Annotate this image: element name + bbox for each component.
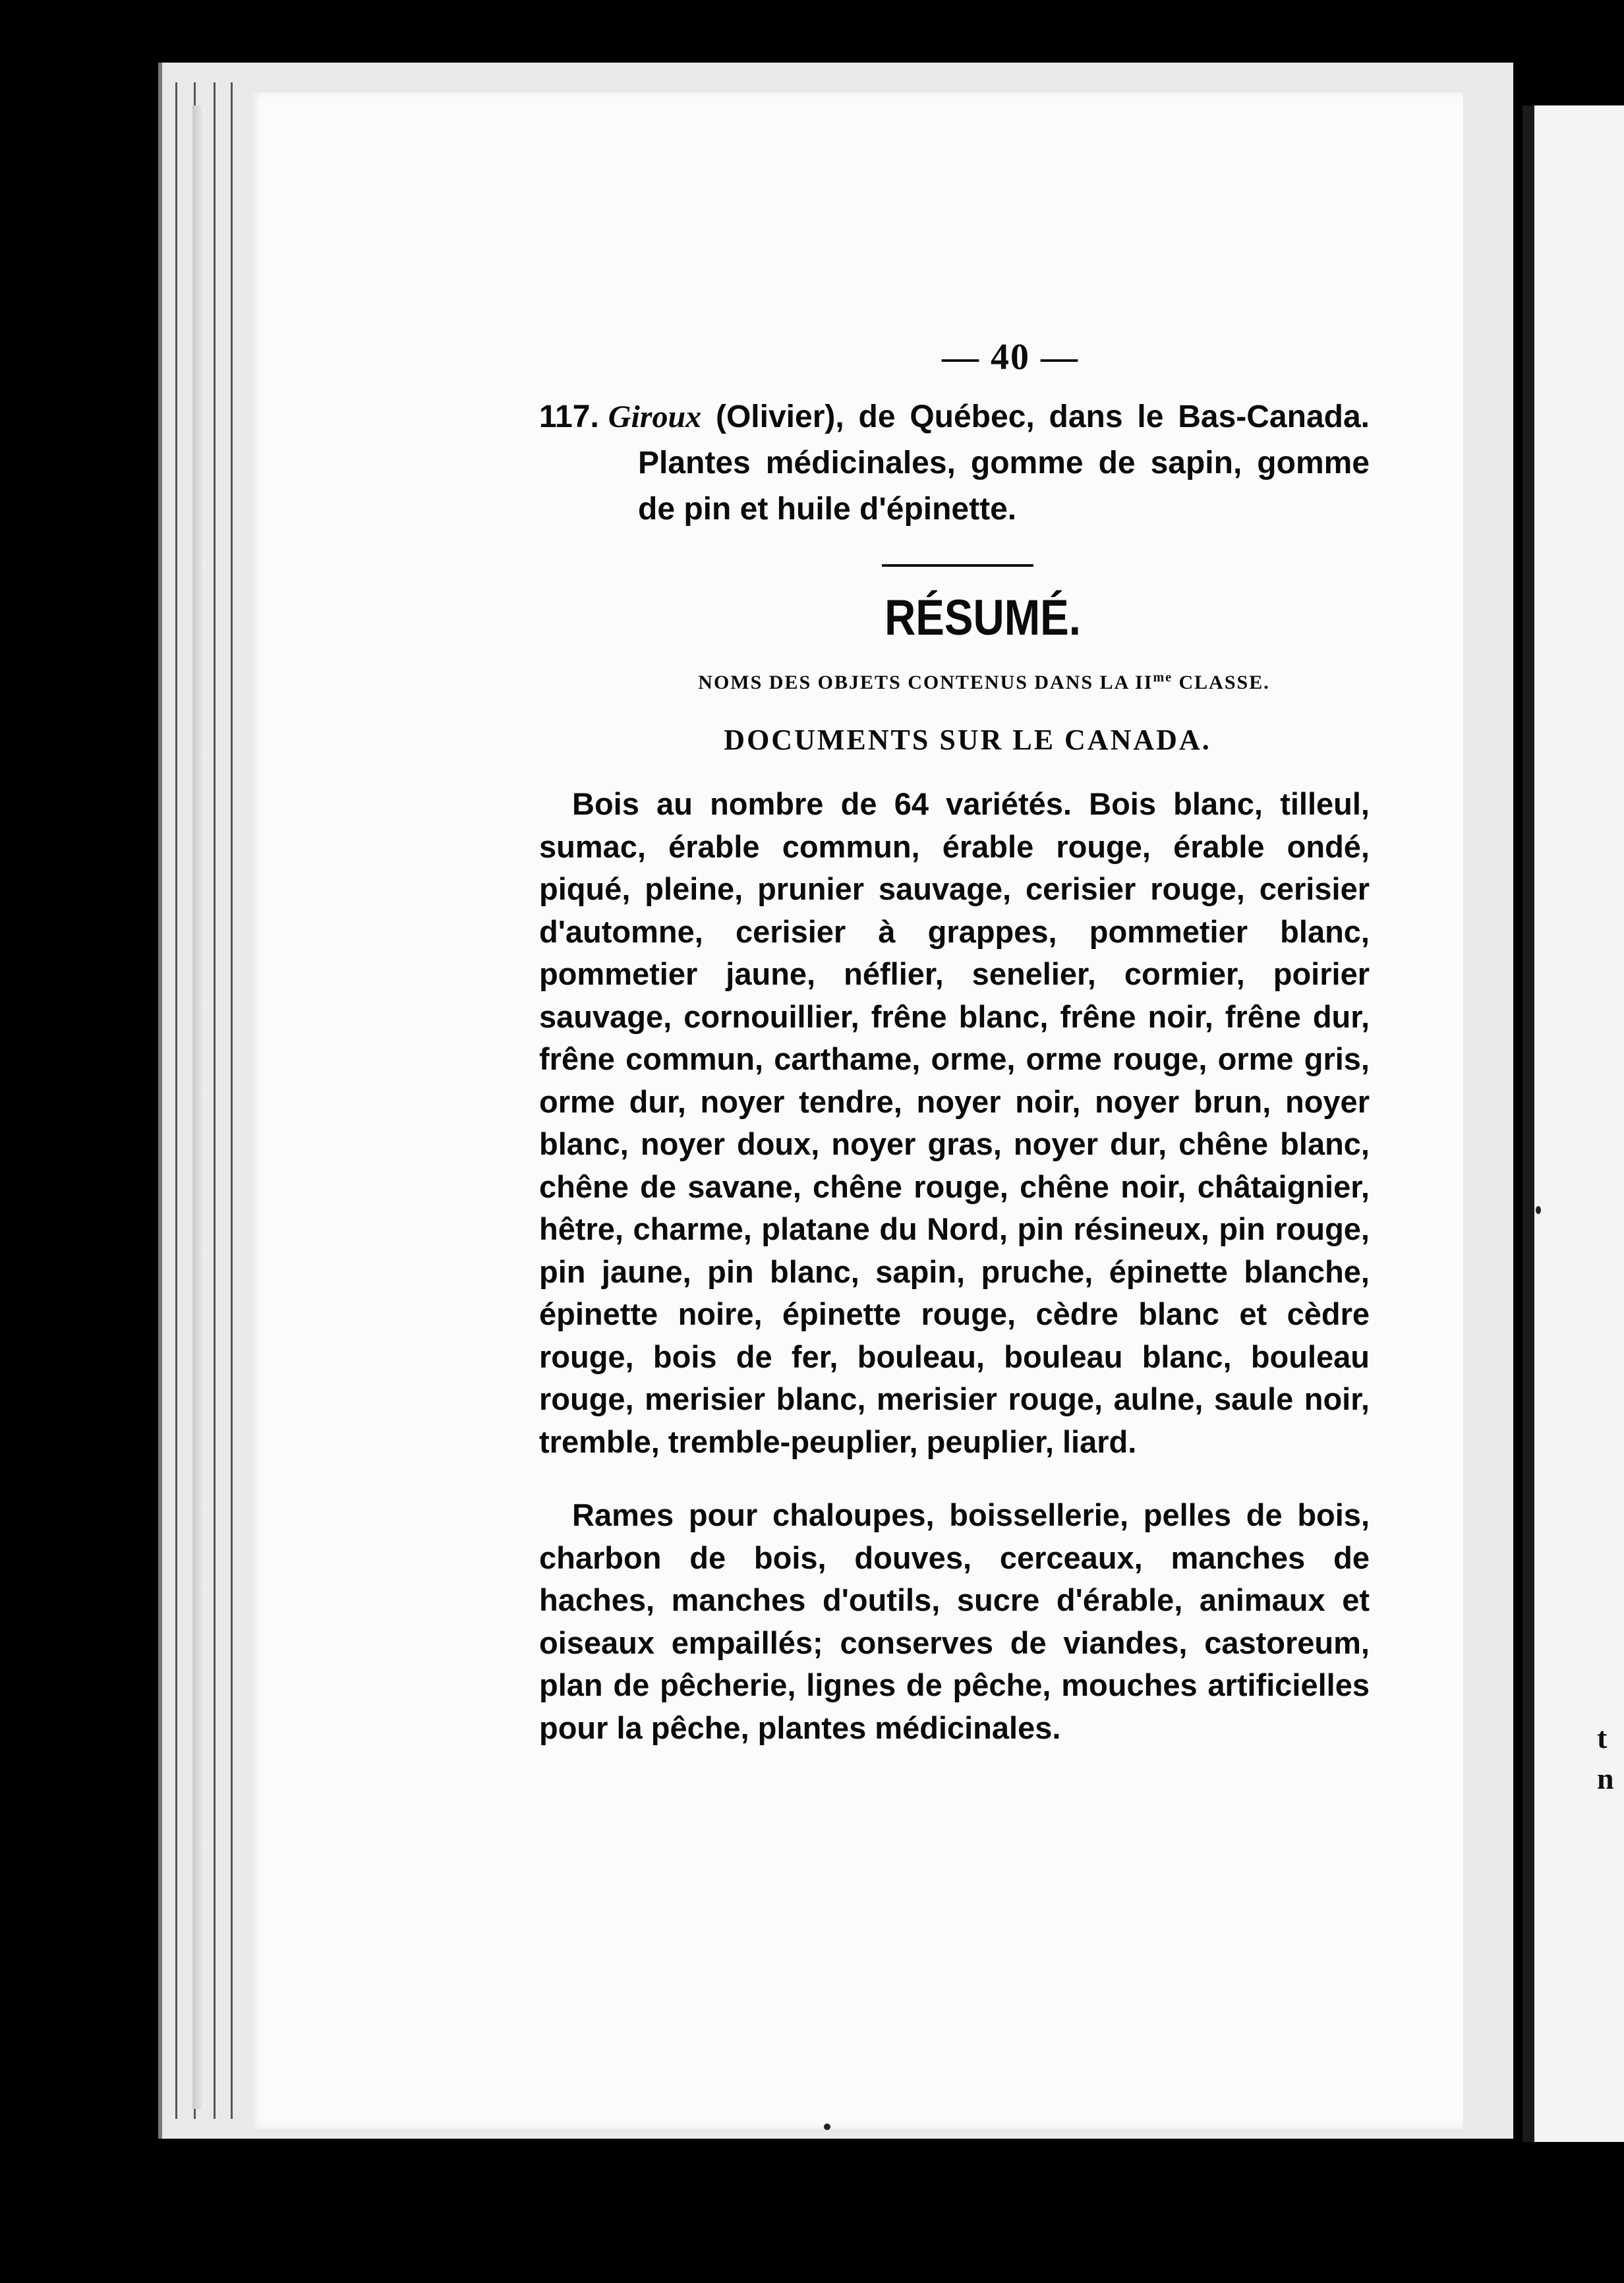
subtitle-text: NOMS DES OBJETS CONTENUS DANS LA II — [698, 672, 1153, 693]
subtitle-superscript: me — [1153, 670, 1173, 685]
documents-heading: DOCUMENTS SUR LE CANADA. — [724, 724, 1211, 756]
subtitle-text-end: CLASSE. — [1172, 672, 1270, 693]
page-content — [539, 336, 1370, 1780]
body-paragraph: Rames pour chaloupes, boissellerie, pelles de bois, charbon de bois, douves, cerceaux, manches de haches, manches d'outils, sucre d'érable, animaux et oiseaux empaillés; conserves de viandes, castoreum, plan de pêcherie, lignes de pêche, mouches artificielles pour la pêche, plantes médicinales. — [539, 1497, 1370, 1745]
scan-speck — [824, 2124, 830, 2130]
binding-gutter — [192, 105, 206, 2109]
next-page-fragment: t — [1597, 1721, 1608, 1754]
page-edge — [175, 82, 177, 2119]
page-edge — [214, 82, 216, 2119]
summary-title: RÉSUMÉ. — [884, 590, 1081, 646]
catalog-entry — [539, 394, 1370, 533]
entry-text: (Olivier), de Québec, dans le Bas-Canada. Plantes médicinales, gomme de sapin, gomme de pin et huile d'épinette. — [638, 399, 1370, 527]
section-divider — [882, 564, 1033, 567]
page-number: — 40 — — [942, 337, 1079, 378]
next-page-strip — [1522, 105, 1624, 2142]
entry-number: 117. — [539, 399, 599, 434]
body-paragraph: Bois au nombre de 64 variétés. Bois blanc, tilleul, sumac, érable commun, érable rouge, érable ondé, piqué, pleine, prunier sauvage, cerisier rouge, cerisier d'automne, cerisier à grappes, pommetier blanc, pommetier jaune, néflier, senelier, cormier, poirier sauvage, cornouillier, frêne blanc, frêne noir, frêne dur, frêne commun, carthame, orme, orme rouge, orme gris, orme dur, noyer tendre, noyer noir, noyer brun, noyer blanc, noyer doux, noyer gras, noyer dur, chêne blanc, chêne de savane, chêne rouge, chêne noir, châtaignier, hêtre, charme, platane du Nord, pin résineux, pin rouge, pin jaune, pin blanc, sapin, pruche, épinette blanche, épinette noire, épinette rouge, cèdre blanc et cèdre rouge, bois de fer, bouleau, bouleau blanc, bouleau rouge, merisier blanc, merisier rouge, aulne, saule noir, tremble, tremble-peuplier, peuplier, liard. — [539, 786, 1370, 1459]
summary-subtitle — [539, 670, 1370, 694]
entry-name: Giroux — [608, 399, 702, 434]
page-edge — [231, 82, 233, 2119]
scan-speck — [1536, 1206, 1541, 1214]
next-page-fragment: n — [1597, 1762, 1614, 1795]
